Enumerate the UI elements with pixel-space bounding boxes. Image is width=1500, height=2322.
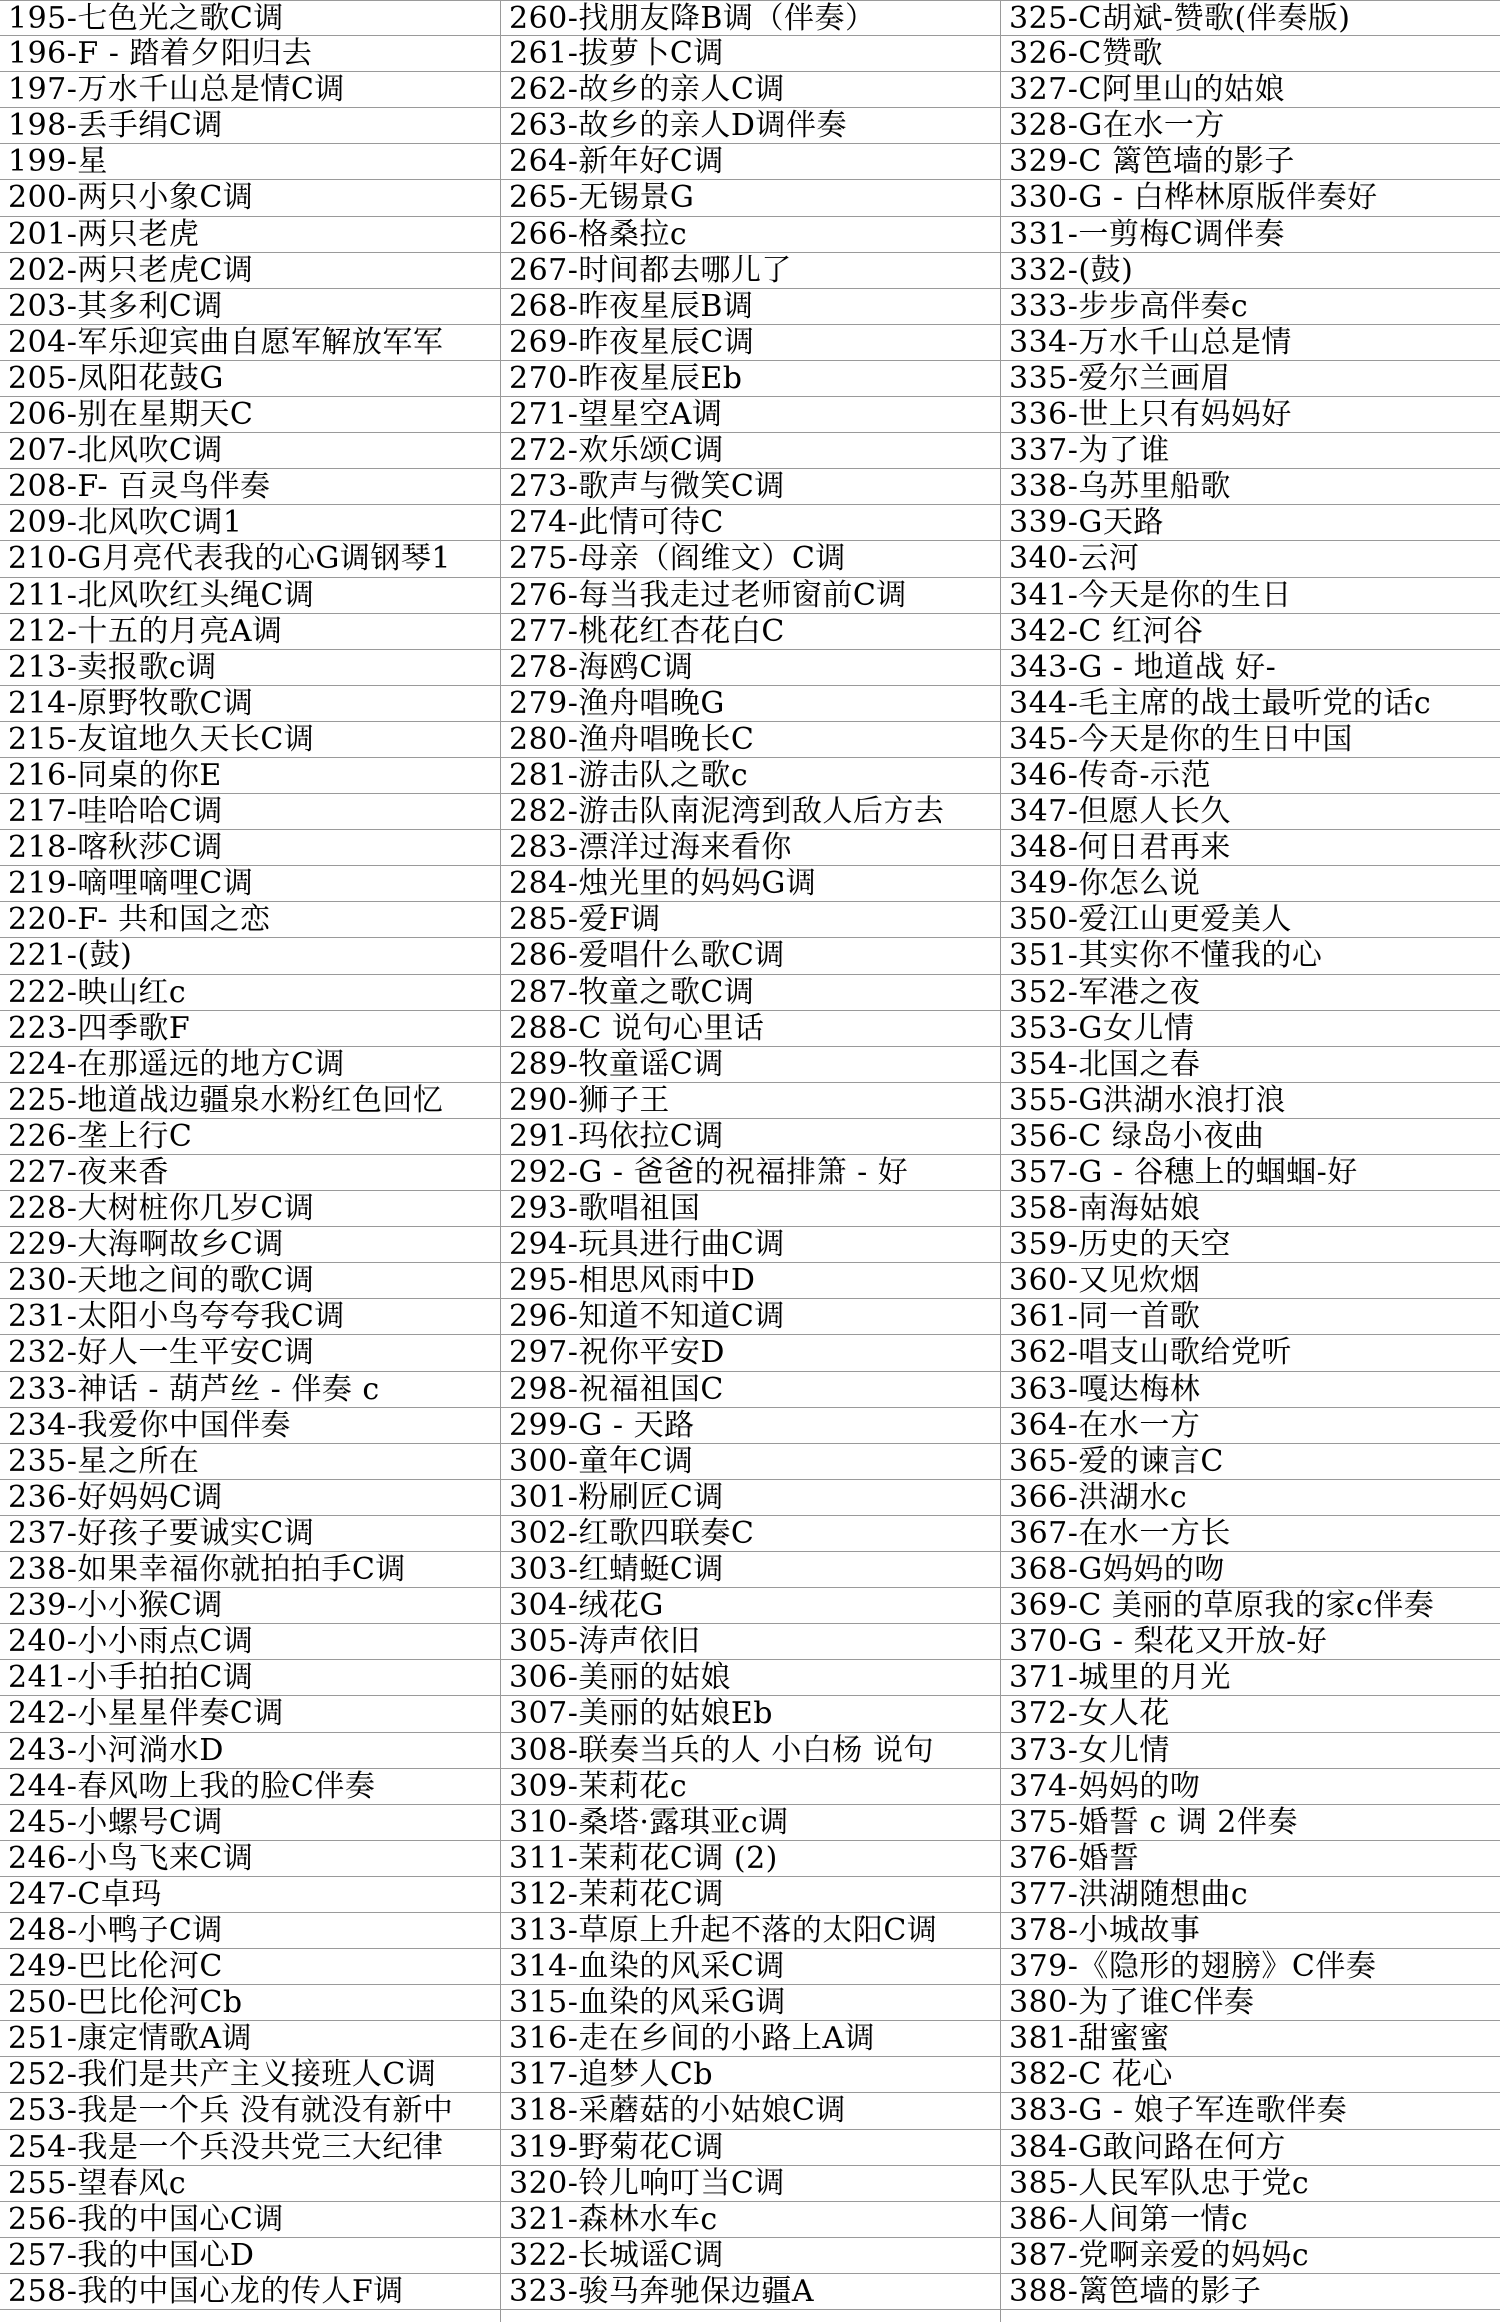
song-entry: 302-红歌四联奏C	[501, 1516, 1000, 1552]
song-entry: 219-嘀哩嘀哩C调	[0, 866, 500, 902]
song-entry: 336-世上只有妈妈好	[1001, 397, 1500, 433]
song-entry: 261-拔萝卜C调	[501, 36, 1000, 72]
song-entry: 230-天地之间的歌C调	[0, 1263, 500, 1299]
song-entry: 204-军乐迎宾曲自愿军解放军军	[0, 325, 500, 361]
song-entry: 232-好人一生平安C调	[0, 1335, 500, 1371]
song-entry: 212-十五的月亮A调	[0, 614, 500, 650]
song-entry: 267-时间都去哪儿了	[501, 253, 1000, 289]
song-entry: 272-欢乐颂C调	[501, 433, 1000, 469]
song-entry: 226-垄上行C	[0, 1119, 500, 1155]
song-entry: 280-渔舟唱晚长C	[501, 722, 1000, 758]
song-entry: 385-人民军队忠于党c	[1001, 2166, 1500, 2202]
song-entry: 295-相思风雨中D	[501, 1263, 1000, 1299]
song-entry: 276-每当我走过老师窗前C调	[501, 578, 1000, 614]
song-entry: 386-人间第一情c	[1001, 2202, 1500, 2238]
song-entry: 364-在水一方	[1001, 1408, 1500, 1444]
song-entry: 288-C 说句心里话	[501, 1011, 1000, 1047]
song-entry: 321-森林水车c	[501, 2202, 1000, 2238]
song-entry: 370-G - 梨花又开放-好	[1001, 1624, 1500, 1660]
song-entry: 300-童年C调	[501, 1444, 1000, 1480]
song-entry: 374-妈妈的吻	[1001, 1769, 1500, 1805]
song-entry: 366-洪湖水c	[1001, 1480, 1500, 1516]
song-entry: 286-爱唱什么歌C调	[501, 938, 1000, 974]
song-entry: 378-小城故事	[1001, 1913, 1500, 1949]
song-entry: 332-(鼓)	[1001, 253, 1500, 289]
song-entry: 255-望春风c	[0, 2166, 500, 2202]
song-entry: 319-野菊花C调	[501, 2130, 1000, 2166]
song-entry: 216-同桌的你E	[0, 758, 500, 794]
song-entry: 292-G - 爸爸的祝福排箫 - 好	[501, 1155, 1000, 1191]
song-entry: 215-友谊地久天长C调	[0, 722, 500, 758]
song-entry: 351-其实你不懂我的心	[1001, 938, 1500, 974]
column-2	[500, 0, 1000, 2322]
song-entry: 234-我爱你中国伴奏	[0, 1408, 500, 1444]
song-entry: 365-爱的谏言C	[1001, 1444, 1500, 1480]
song-entry: 337-为了谁	[1001, 433, 1500, 469]
song-entry: 239-小小猴C调	[0, 1588, 500, 1624]
song-entry: 277-桃花红杏花白C	[501, 614, 1000, 650]
song-entry: 298-祝福祖国C	[501, 1372, 1000, 1408]
song-entry: 304-绒花G	[501, 1588, 1000, 1624]
song-entry: 225-地道战边疆泉水粉红色回忆	[0, 1083, 500, 1119]
song-entry: 306-美丽的姑娘	[501, 1660, 1000, 1696]
song-entry: 268-昨夜星辰B调	[501, 289, 1000, 325]
song-entry: 371-城里的月光	[1001, 1660, 1500, 1696]
song-entry: 312-茉莉花C调	[501, 1877, 1000, 1913]
song-entry: 231-太阳小鸟夸夸我C调	[0, 1299, 500, 1335]
song-entry: 291-玛依拉C调	[501, 1119, 1000, 1155]
song-entry: 335-爱尔兰画眉	[1001, 361, 1500, 397]
column-1	[0, 0, 500, 2322]
song-entry: 213-卖报歌c调	[0, 650, 500, 686]
song-entry: 318-采蘑菇的小姑娘C调	[501, 2093, 1000, 2129]
song-entry: 273-歌声与微笑C调	[501, 469, 1000, 505]
song-entry: 217-哇哈哈C调	[0, 794, 500, 830]
song-entry: 250-巴比伦河Cb	[0, 1985, 500, 2021]
song-entry: 211-北风吹红头绳C调	[0, 578, 500, 614]
song-entry: 196-F - 踏着夕阳归去	[0, 36, 500, 72]
song-entry: 380-为了谁C伴奏	[1001, 1985, 1500, 2021]
song-entry: 346-传奇-示范	[1001, 758, 1500, 794]
song-entry: 274-此情可待C	[501, 505, 1000, 541]
song-entry: 350-爱江山更爱美人	[1001, 902, 1500, 938]
song-entry: 203-其多利C调	[0, 289, 500, 325]
song-entry: 228-大树桩你几岁C调	[0, 1191, 500, 1227]
song-entry: 229-大海啊故乡C调	[0, 1227, 500, 1263]
song-entry: 197-万水千山总是情C调	[0, 72, 500, 108]
song-entry: 311-茉莉花C调 (2)	[501, 1841, 1000, 1877]
song-entry: 243-小河淌水D	[0, 1733, 500, 1769]
song-entry: 207-北风吹C调	[0, 433, 500, 469]
song-entry: 303-红蜻蜓C调	[501, 1552, 1000, 1588]
song-entry: 353-G女儿情	[1001, 1011, 1500, 1047]
song-entry: 357-G - 谷穗上的蝈蝈-好	[1001, 1155, 1500, 1191]
song-entry: 289-牧童谣C调	[501, 1047, 1000, 1083]
song-entry: 387-党啊亲爱的妈妈c	[1001, 2238, 1500, 2274]
song-entry: 363-嘎达梅林	[1001, 1372, 1500, 1408]
song-entry: 242-小星星伴奏C调	[0, 1696, 500, 1732]
song-entry: 383-G - 娘子军连歌伴奏	[1001, 2093, 1500, 2129]
song-entry: 338-乌苏里船歌	[1001, 469, 1500, 505]
song-entry: 278-海鸥C调	[501, 650, 1000, 686]
song-entry: 373-女儿情	[1001, 1733, 1500, 1769]
song-entry: 296-知道不知道C调	[501, 1299, 1000, 1335]
song-entry: 343-G - 地道战 好-	[1001, 650, 1500, 686]
song-entry: 275-母亲（阎维文）C调	[501, 541, 1000, 577]
song-entry: 256-我的中国心C调	[0, 2202, 500, 2238]
song-entry: 210-G月亮代表我的心G调钢琴1	[0, 541, 500, 577]
song-entry: 369-C 美丽的草原我的家c伴奏	[1001, 1588, 1500, 1624]
song-entry: 241-小手拍拍C调	[0, 1660, 500, 1696]
song-entry: 297-祝你平安D	[501, 1335, 1000, 1371]
song-entry: 377-洪湖随想曲c	[1001, 1877, 1500, 1913]
song-entry: 253-我是一个兵 没有就没有新中	[0, 2093, 500, 2129]
song-entry: 227-夜来香	[0, 1155, 500, 1191]
song-entry: 322-长城谣C调	[501, 2238, 1000, 2274]
song-entry: 334-万水千山总是情	[1001, 325, 1500, 361]
song-entry: 201-两只老虎	[0, 217, 500, 253]
song-entry: 344-毛主席的战士最听党的话c	[1001, 686, 1500, 722]
song-entry: 199-星	[0, 144, 500, 180]
song-entry: 205-凤阳花鼓G	[0, 361, 500, 397]
song-entry: 221-(鼓)	[0, 938, 500, 974]
song-entry: 236-好妈妈C调	[0, 1480, 500, 1516]
song-entry: 310-桑塔·露琪亚c调	[501, 1805, 1000, 1841]
song-entry: 279-渔舟唱晚G	[501, 686, 1000, 722]
song-entry: 347-但愿人长久	[1001, 794, 1500, 830]
song-entry: 340-云河	[1001, 541, 1500, 577]
song-entry: 382-C 花心	[1001, 2057, 1500, 2093]
song-entry: 284-烛光里的妈妈G调	[501, 866, 1000, 902]
song-entry: 375-婚誓 c 调 2伴奏	[1001, 1805, 1500, 1841]
song-entry: 260-找朋友降B调（伴奏）	[501, 0, 1000, 36]
song-entry: 223-四季歌F	[0, 1011, 500, 1047]
song-entry: 360-又见炊烟	[1001, 1263, 1500, 1299]
song-entry: 317-追梦人Cb	[501, 2057, 1000, 2093]
song-entry: 352-军港之夜	[1001, 975, 1500, 1011]
song-entry: 283-漂洋过海来看你	[501, 830, 1000, 866]
song-entry: 235-星之所在	[0, 1444, 500, 1480]
song-entry: 368-G妈妈的吻	[1001, 1552, 1500, 1588]
song-entry: 316-走在乡间的小路上A调	[501, 2021, 1000, 2057]
song-entry: 233-神话 - 葫芦丝 - 伴奏 c	[0, 1372, 500, 1408]
song-entry: 281-游击队之歌c	[501, 758, 1000, 794]
song-entry: 314-血染的风采C调	[501, 1949, 1000, 1985]
song-entry: 287-牧童之歌C调	[501, 975, 1000, 1011]
song-entry: 356-C 绿岛小夜曲	[1001, 1119, 1500, 1155]
song-entry: 285-爱F调	[501, 902, 1000, 938]
song-entry: 381-甜蜜蜜	[1001, 2021, 1500, 2057]
song-entry: 218-喀秋莎C调	[0, 830, 500, 866]
song-entry: 345-今天是你的生日中国	[1001, 722, 1500, 758]
song-entry: 358-南海姑娘	[1001, 1191, 1500, 1227]
song-entry: 264-新年好C调	[501, 144, 1000, 180]
song-entry: 246-小鸟飞来C调	[0, 1841, 500, 1877]
song-entry: 348-何日君再来	[1001, 830, 1500, 866]
song-entry: 323-骏马奔驰保边疆A	[501, 2274, 1000, 2310]
song-entry: 224-在那遥远的地方C调	[0, 1047, 500, 1083]
song-entry: 301-粉刷匠C调	[501, 1480, 1000, 1516]
song-entry: 329-C 篱笆墙的影子	[1001, 144, 1500, 180]
song-entry: 333-步步高伴奏c	[1001, 289, 1500, 325]
song-entry: 240-小小雨点C调	[0, 1624, 500, 1660]
song-entry: 258-我的中国心龙的传人F调	[0, 2274, 500, 2310]
song-entry: 354-北国之春	[1001, 1047, 1500, 1083]
song-entry: 252-我们是共产主义接班人C调	[0, 2057, 500, 2093]
song-entry: 309-茉莉花c	[501, 1769, 1000, 1805]
song-entry: 305-涛声依旧	[501, 1624, 1000, 1660]
song-entry: 269-昨夜星辰C调	[501, 325, 1000, 361]
song-entry: 200-两只小象C调	[0, 180, 500, 216]
song-entry: 290-狮子王	[501, 1083, 1000, 1119]
song-entry: 372-女人花	[1001, 1696, 1500, 1732]
song-entry: 326-C赞歌	[1001, 36, 1500, 72]
song-entry: 327-C阿里山的姑娘	[1001, 72, 1500, 108]
song-entry: 222-映山红c	[0, 975, 500, 1011]
column-3	[1000, 0, 1500, 2322]
song-entry: 307-美丽的姑娘Eb	[501, 1696, 1000, 1732]
song-entry: 379-《隐形的翅膀》C伴奏	[1001, 1949, 1500, 1985]
song-entry: 265-无锡景G	[501, 180, 1000, 216]
song-entry: 376-婚誓	[1001, 1841, 1500, 1877]
song-entry: 263-故乡的亲人D调伴奏	[501, 108, 1000, 144]
song-entry: 325-C胡斌-赞歌(伴奏版)	[1001, 0, 1500, 36]
song-entry: 355-G洪湖水浪打浪	[1001, 1083, 1500, 1119]
song-entry: 308-联奏当兵的人 小白杨 说句	[501, 1733, 1000, 1769]
song-entry: 208-F- 百灵鸟伴奏	[0, 469, 500, 505]
song-entry: 362-唱支山歌给党听	[1001, 1335, 1500, 1371]
song-entry: 349-你怎么说	[1001, 866, 1500, 902]
song-entry: 331-一剪梅C调伴奏	[1001, 217, 1500, 253]
song-entry: 262-故乡的亲人C调	[501, 72, 1000, 108]
song-entry: 341-今天是你的生日	[1001, 578, 1500, 614]
song-entry: 328-G在水一方	[1001, 108, 1500, 144]
song-entry: 339-G天路	[1001, 505, 1500, 541]
song-entry: 384-G敢问路在何方	[1001, 2130, 1500, 2166]
song-entry: 330-G - 白桦林原版伴奏好	[1001, 180, 1500, 216]
song-entry: 254-我是一个兵没共党三大纪律	[0, 2130, 500, 2166]
song-entry: 294-玩具进行曲C调	[501, 1227, 1000, 1263]
song-entry: 220-F- 共和国之恋	[0, 902, 500, 938]
song-entry: 237-好孩子要诚实C调	[0, 1516, 500, 1552]
song-entry: 249-巴比伦河C	[0, 1949, 500, 1985]
song-entry: 315-血染的风采G调	[501, 1985, 1000, 2021]
song-entry: 251-康定情歌A调	[0, 2021, 500, 2057]
song-entry: 367-在水一方长	[1001, 1516, 1500, 1552]
song-entry: 209-北风吹C调1	[0, 505, 500, 541]
song-entry: 361-同一首歌	[1001, 1299, 1500, 1335]
song-entry: 342-C 红河谷	[1001, 614, 1500, 650]
song-entry: 271-望星空A调	[501, 397, 1000, 433]
song-entry: 320-铃儿响叮当C调	[501, 2166, 1000, 2202]
song-entry: 248-小鸭子C调	[0, 1913, 500, 1949]
song-entry: 245-小螺号C调	[0, 1805, 500, 1841]
song-entry: 270-昨夜星辰Eb	[501, 361, 1000, 397]
song-entry: 206-别在星期天C	[0, 397, 500, 433]
song-entry: 202-两只老虎C调	[0, 253, 500, 289]
song-entry: 359-历史的天空	[1001, 1227, 1500, 1263]
song-entry: 238-如果幸福你就拍拍手C调	[0, 1552, 500, 1588]
song-entry: 388-篱笆墙的影子	[1001, 2274, 1500, 2310]
song-entry: 266-格桑拉c	[501, 217, 1000, 253]
song-entry: 313-草原上升起不落的太阳C调	[501, 1913, 1000, 1949]
song-entry: 195-七色光之歌C调	[0, 0, 500, 36]
song-entry: 198-丢手绢C调	[0, 108, 500, 144]
song-entry: 282-游击队南泥湾到敌人后方去	[501, 794, 1000, 830]
song-entry: 247-C卓玛	[0, 1877, 500, 1913]
song-entry: 257-我的中国心D	[0, 2238, 500, 2274]
song-entry: 214-原野牧歌C调	[0, 686, 500, 722]
song-entry: 293-歌唱祖国	[501, 1191, 1000, 1227]
song-entry: 299-G - 天路	[501, 1408, 1000, 1444]
song-entry: 244-春风吻上我的脸C伴奏	[0, 1769, 500, 1805]
